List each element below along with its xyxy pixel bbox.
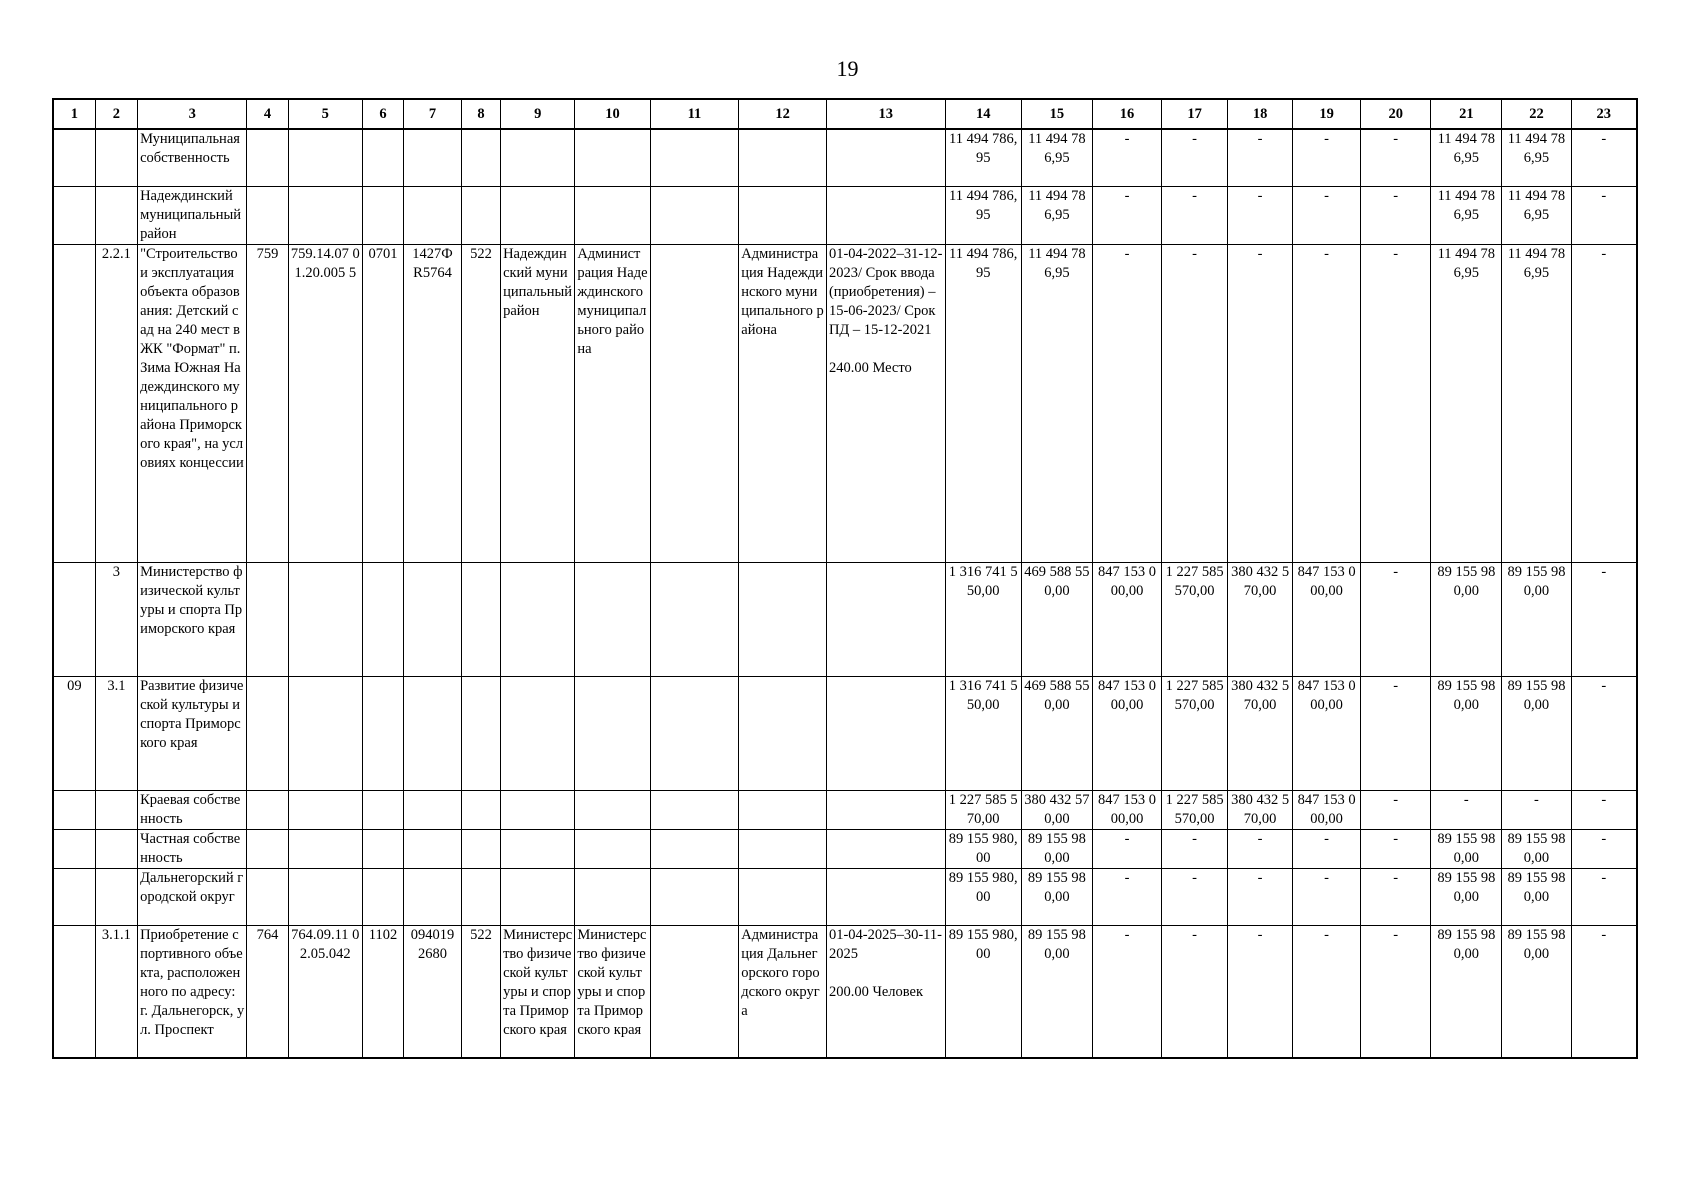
column-header-7: 7	[404, 99, 462, 129]
cell-col-9	[501, 129, 575, 186]
cell-col-8	[461, 790, 500, 829]
cell-col-16: -	[1093, 186, 1162, 244]
column-header-21: 21	[1431, 99, 1502, 129]
column-header-19: 19	[1293, 99, 1361, 129]
cell-col-7	[404, 868, 462, 925]
cell-col-23: -	[1571, 129, 1637, 186]
cell-col-14: 1 316 741 550,00	[945, 676, 1021, 790]
cell-col-5	[288, 562, 362, 676]
cell-col-13	[826, 562, 945, 676]
cell-col-13	[826, 790, 945, 829]
column-header-6: 6	[362, 99, 403, 129]
cell-col-9	[501, 676, 575, 790]
cell-col-16: -	[1093, 925, 1162, 1058]
cell-col-11	[650, 829, 739, 868]
cell-col-4	[247, 868, 288, 925]
cell-col-10	[575, 562, 650, 676]
cell-col-14: 11 494 786,95	[945, 129, 1021, 186]
cell-col-15: 380 432 570,00	[1021, 790, 1092, 829]
cell-col-9: Министерство физической культуры и спорта Приморского края	[501, 925, 575, 1058]
cell-col-4	[247, 676, 288, 790]
cell-col-11	[650, 676, 739, 790]
cell-col-1	[53, 562, 95, 676]
cell-col-13	[826, 186, 945, 244]
column-header-2: 2	[95, 99, 137, 129]
cell-col-9	[501, 868, 575, 925]
column-header-8: 8	[461, 99, 500, 129]
cell-col-17: -	[1162, 186, 1228, 244]
cell-col-14: 89 155 980,00	[945, 868, 1021, 925]
cell-col-2: 3	[95, 562, 137, 676]
cell-col-6	[362, 829, 403, 868]
cell-col-2: 3.1	[95, 676, 137, 790]
cell-col-17: 1 227 585 570,00	[1162, 790, 1228, 829]
column-header-16: 16	[1093, 99, 1162, 129]
cell-col-8	[461, 829, 500, 868]
cell-col-1	[53, 868, 95, 925]
column-header-15: 15	[1021, 99, 1092, 129]
cell-col-5	[288, 129, 362, 186]
cell-col-23: -	[1571, 562, 1637, 676]
cell-col-15: 89 155 980,00	[1021, 925, 1092, 1058]
table-row	[53, 186, 1637, 244]
column-header-3: 3	[138, 99, 247, 129]
cell-col-6	[362, 562, 403, 676]
cell-col-22: 89 155 980,00	[1502, 676, 1571, 790]
cell-col-11	[650, 562, 739, 676]
cell-col-13	[826, 868, 945, 925]
cell-col-3: "Строительство и эксплуатация объекта образования: Детский сад на 240 мест в ЖК "Формат" п. Зима Южная Надеждинского муниципального района Приморского края", на условиях концессии	[138, 244, 247, 562]
cell-col-19: 847 153 000,00	[1293, 562, 1361, 676]
cell-col-19: -	[1293, 868, 1361, 925]
cell-col-19: -	[1293, 186, 1361, 244]
column-header-12: 12	[739, 99, 827, 129]
cell-col-2: 2.2.1	[95, 244, 137, 562]
column-header-5: 5	[288, 99, 362, 129]
cell-col-15: 89 155 980,00	[1021, 868, 1092, 925]
cell-col-12	[739, 676, 827, 790]
cell-col-13: 01-04-2022–31-12-2023/ Срок ввода (приобретения) – 15-06-2023/ Срок ПД – 15-12-2021 240.00 Место	[826, 244, 945, 562]
budget-table	[52, 98, 1638, 1059]
table-row	[53, 868, 1637, 925]
cell-col-4	[247, 129, 288, 186]
cell-col-14: 89 155 980,00	[945, 925, 1021, 1058]
table-row	[53, 925, 1637, 1058]
cell-col-19: 847 153 000,00	[1293, 676, 1361, 790]
cell-col-15: 11 494 786,95	[1021, 186, 1092, 244]
cell-col-6	[362, 129, 403, 186]
column-header-1: 1	[53, 99, 95, 129]
cell-col-9	[501, 562, 575, 676]
cell-col-2: 3.1.1	[95, 925, 137, 1058]
column-header-18: 18	[1228, 99, 1293, 129]
cell-col-15: 469 588 550,00	[1021, 562, 1092, 676]
cell-col-10: Министерство физической культуры и спорта Приморского края	[575, 925, 650, 1058]
cell-col-1	[53, 244, 95, 562]
cell-col-8	[461, 868, 500, 925]
cell-col-10: Администрация Надеждинского муниципального района	[575, 244, 650, 562]
cell-col-13	[826, 129, 945, 186]
cell-col-21: 89 155 980,00	[1431, 829, 1502, 868]
cell-col-23: -	[1571, 829, 1637, 868]
cell-col-18: 380 432 570,00	[1228, 790, 1293, 829]
cell-col-18: -	[1228, 868, 1293, 925]
table-row	[53, 244, 1637, 562]
cell-col-21: 11 494 786,95	[1431, 129, 1502, 186]
cell-col-19: -	[1293, 129, 1361, 186]
cell-col-2	[95, 186, 137, 244]
cell-col-11	[650, 868, 739, 925]
cell-col-10	[575, 186, 650, 244]
cell-col-1: 09	[53, 676, 95, 790]
cell-col-13	[826, 829, 945, 868]
cell-col-17: -	[1162, 829, 1228, 868]
cell-col-22: 89 155 980,00	[1502, 562, 1571, 676]
table-row	[53, 129, 1637, 186]
cell-col-1	[53, 129, 95, 186]
cell-col-6	[362, 186, 403, 244]
cell-col-22: 11 494 786,95	[1502, 186, 1571, 244]
cell-col-2	[95, 829, 137, 868]
cell-col-13: 01-04-2025–30-11-2025 200.00 Человек	[826, 925, 945, 1058]
cell-col-14: 11 494 786,95	[945, 186, 1021, 244]
table-body	[53, 129, 1637, 1058]
cell-col-18: -	[1228, 829, 1293, 868]
cell-col-20: -	[1361, 676, 1431, 790]
cell-col-20: -	[1361, 790, 1431, 829]
cell-col-8	[461, 186, 500, 244]
cell-col-8	[461, 676, 500, 790]
cell-col-20: -	[1361, 925, 1431, 1058]
column-header-4: 4	[247, 99, 288, 129]
cell-col-19: -	[1293, 925, 1361, 1058]
cell-col-21: 89 155 980,00	[1431, 925, 1502, 1058]
cell-col-16: -	[1093, 829, 1162, 868]
cell-col-4: 759	[247, 244, 288, 562]
cell-col-18: 380 432 570,00	[1228, 562, 1293, 676]
cell-col-11	[650, 925, 739, 1058]
table-row	[53, 562, 1637, 676]
cell-col-11	[650, 186, 739, 244]
cell-col-16: -	[1093, 129, 1162, 186]
cell-col-17: -	[1162, 244, 1228, 562]
cell-col-15: 89 155 980,00	[1021, 829, 1092, 868]
cell-col-16: -	[1093, 868, 1162, 925]
cell-col-4	[247, 562, 288, 676]
page-number: 19	[836, 56, 859, 81]
cell-col-10	[575, 868, 650, 925]
cell-col-12: Администрация Дальнегорского городского округа	[739, 925, 827, 1058]
cell-col-16: -	[1093, 244, 1162, 562]
cell-col-6: 0701	[362, 244, 403, 562]
cell-col-12: Администрация Надеждинского муниципального района	[739, 244, 827, 562]
table-header-row	[53, 99, 1637, 129]
cell-col-16: 847 153 000,00	[1093, 562, 1162, 676]
cell-col-23: -	[1571, 676, 1637, 790]
cell-col-6	[362, 868, 403, 925]
cell-col-6	[362, 676, 403, 790]
cell-col-9	[501, 790, 575, 829]
cell-col-6: 1102	[362, 925, 403, 1058]
cell-col-17: -	[1162, 868, 1228, 925]
cell-col-14: 1 227 585 570,00	[945, 790, 1021, 829]
column-header-11: 11	[650, 99, 739, 129]
cell-col-18: 380 432 570,00	[1228, 676, 1293, 790]
cell-col-21: 89 155 980,00	[1431, 676, 1502, 790]
cell-col-9	[501, 186, 575, 244]
cell-col-5: 764.09.11 02.05.042	[288, 925, 362, 1058]
cell-col-18: -	[1228, 186, 1293, 244]
column-header-14: 14	[945, 99, 1021, 129]
cell-col-20: -	[1361, 129, 1431, 186]
cell-col-21: -	[1431, 790, 1502, 829]
cell-col-1	[53, 829, 95, 868]
cell-col-7: 094019 2680	[404, 925, 462, 1058]
cell-col-7	[404, 790, 462, 829]
cell-col-12	[739, 562, 827, 676]
cell-col-8: 522	[461, 925, 500, 1058]
cell-col-3: Краевая собственность	[138, 790, 247, 829]
cell-col-3: Приобретение спортивного объекта, расположенного по адресу: г. Дальнегорск, ул. Проспект	[138, 925, 247, 1058]
cell-col-23: -	[1571, 244, 1637, 562]
column-header-22: 22	[1502, 99, 1571, 129]
cell-col-10	[575, 790, 650, 829]
cell-col-17: 1 227 585 570,00	[1162, 676, 1228, 790]
cell-col-23: -	[1571, 790, 1637, 829]
cell-col-22: -	[1502, 790, 1571, 829]
cell-col-7	[404, 676, 462, 790]
cell-col-17: 1 227 585 570,00	[1162, 562, 1228, 676]
column-header-10: 10	[575, 99, 650, 129]
cell-col-8	[461, 562, 500, 676]
cell-col-11	[650, 244, 739, 562]
cell-col-7: 1427Ф R5764	[404, 244, 462, 562]
cell-col-1	[53, 925, 95, 1058]
cell-col-22: 11 494 786,95	[1502, 129, 1571, 186]
cell-col-19: -	[1293, 244, 1361, 562]
cell-col-20: -	[1361, 868, 1431, 925]
cell-col-15: 11 494 786,95	[1021, 129, 1092, 186]
cell-col-4: 764	[247, 925, 288, 1058]
cell-col-3: Муниципальная собственность	[138, 129, 247, 186]
table-row	[53, 790, 1637, 829]
cell-col-12	[739, 129, 827, 186]
cell-col-21: 11 494 786,95	[1431, 186, 1502, 244]
cell-col-3: Дальнегорский городской округ	[138, 868, 247, 925]
cell-col-4	[247, 829, 288, 868]
column-header-9: 9	[501, 99, 575, 129]
cell-col-14: 1 316 741 550,00	[945, 562, 1021, 676]
cell-col-2	[95, 790, 137, 829]
cell-col-12	[739, 790, 827, 829]
cell-col-17: -	[1162, 129, 1228, 186]
cell-col-20: -	[1361, 244, 1431, 562]
cell-col-2	[95, 868, 137, 925]
cell-col-16: 847 153 000,00	[1093, 790, 1162, 829]
cell-col-20: -	[1361, 562, 1431, 676]
cell-col-22: 11 494 786,95	[1502, 244, 1571, 562]
cell-col-12	[739, 868, 827, 925]
cell-col-8	[461, 129, 500, 186]
cell-col-20: -	[1361, 829, 1431, 868]
cell-col-11	[650, 129, 739, 186]
cell-col-21: 89 155 980,00	[1431, 562, 1502, 676]
cell-col-5	[288, 676, 362, 790]
cell-col-18: -	[1228, 244, 1293, 562]
cell-col-14: 11 494 786,95	[945, 244, 1021, 562]
cell-col-10	[575, 676, 650, 790]
cell-col-18: -	[1228, 129, 1293, 186]
cell-col-12	[739, 186, 827, 244]
cell-col-7	[404, 129, 462, 186]
cell-col-22: 89 155 980,00	[1502, 925, 1571, 1058]
cell-col-12	[739, 829, 827, 868]
column-header-20: 20	[1361, 99, 1431, 129]
cell-col-23: -	[1571, 868, 1637, 925]
cell-col-15: 469 588 550,00	[1021, 676, 1092, 790]
cell-col-5	[288, 790, 362, 829]
cell-col-3: Развитие физической культуры и спорта Приморского края	[138, 676, 247, 790]
cell-col-1	[53, 186, 95, 244]
cell-col-5: 759.14.07 01.20.005 5	[288, 244, 362, 562]
cell-col-3: Частная собственность	[138, 829, 247, 868]
column-header-13: 13	[826, 99, 945, 129]
cell-col-21: 89 155 980,00	[1431, 868, 1502, 925]
cell-col-5	[288, 868, 362, 925]
cell-col-10	[575, 129, 650, 186]
cell-col-6	[362, 790, 403, 829]
cell-col-5	[288, 829, 362, 868]
cell-col-18: -	[1228, 925, 1293, 1058]
cell-col-10	[575, 829, 650, 868]
cell-col-16: 847 153 000,00	[1093, 676, 1162, 790]
cell-col-19: 847 153 000,00	[1293, 790, 1361, 829]
cell-col-4	[247, 790, 288, 829]
cell-col-23: -	[1571, 925, 1637, 1058]
cell-col-9	[501, 829, 575, 868]
cell-col-15: 11 494 786,95	[1021, 244, 1092, 562]
cell-col-13	[826, 676, 945, 790]
cell-col-2	[95, 129, 137, 186]
column-header-17: 17	[1162, 99, 1228, 129]
cell-col-4	[247, 186, 288, 244]
table-row	[53, 829, 1637, 868]
cell-col-9: Надеждинский муниципальный район	[501, 244, 575, 562]
cell-col-21: 11 494 786,95	[1431, 244, 1502, 562]
cell-col-14: 89 155 980,00	[945, 829, 1021, 868]
cell-col-17: -	[1162, 925, 1228, 1058]
cell-col-3: Министерство физической культуры и спорта Приморского края	[138, 562, 247, 676]
cell-col-20: -	[1361, 186, 1431, 244]
cell-col-5	[288, 186, 362, 244]
cell-col-11	[650, 790, 739, 829]
table-row	[53, 676, 1637, 790]
cell-col-7	[404, 829, 462, 868]
cell-col-23: -	[1571, 186, 1637, 244]
cell-col-7	[404, 186, 462, 244]
cell-col-1	[53, 790, 95, 829]
cell-col-19: -	[1293, 829, 1361, 868]
cell-col-7	[404, 562, 462, 676]
cell-col-3: Надеждинский муниципальный район	[138, 186, 247, 244]
cell-col-22: 89 155 980,00	[1502, 829, 1571, 868]
cell-col-22: 89 155 980,00	[1502, 868, 1571, 925]
column-header-23: 23	[1571, 99, 1637, 129]
cell-col-8: 522	[461, 244, 500, 562]
